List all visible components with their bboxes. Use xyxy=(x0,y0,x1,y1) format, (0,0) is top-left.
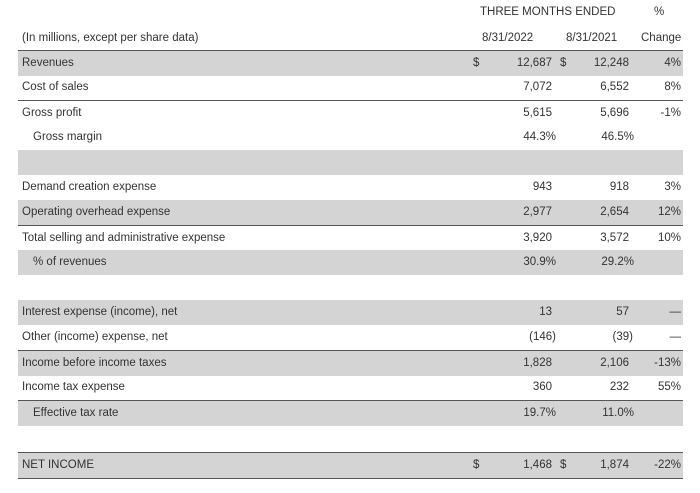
table-row-spacer xyxy=(18,425,683,450)
col-header-change: Change xyxy=(641,32,682,44)
table-row-income-tax-expense xyxy=(18,375,683,400)
value-2021: 29.2% xyxy=(601,256,634,268)
value-2022: 12,687 xyxy=(516,57,552,69)
value-2022: 7,072 xyxy=(523,81,552,93)
row-label: Total selling and administrative expense xyxy=(22,232,226,244)
value-2022: 5,615 xyxy=(523,107,552,119)
pct-change: 55% xyxy=(657,381,681,393)
row-label: Operating overhead expense xyxy=(22,206,171,218)
value-2022: 30.9% xyxy=(523,256,556,268)
pct-change: 12% xyxy=(657,206,681,218)
value-2022: 13 xyxy=(539,306,552,318)
pct-change: — xyxy=(669,306,681,318)
value-2022: 943 xyxy=(532,181,552,193)
table-row-income-before-taxes xyxy=(18,350,683,376)
row-label: Cost of sales xyxy=(22,81,89,93)
pct-change: 10% xyxy=(657,232,681,244)
table-row-spacer xyxy=(18,150,683,175)
value-2021: 1,874 xyxy=(600,459,629,471)
value-2021: 232 xyxy=(609,381,629,393)
value-2022: 360 xyxy=(532,381,552,393)
value-2021: 57 xyxy=(616,306,629,318)
table-row-pct-of-revenues xyxy=(18,250,683,275)
pct-change: 4% xyxy=(664,57,681,69)
value-2021: 2,106 xyxy=(600,357,629,369)
value-2022: 1,828 xyxy=(523,357,552,369)
value-2021: 6,552 xyxy=(600,81,629,93)
col-header-2022: 8/31/2022 xyxy=(482,32,534,44)
value-2022: 44.3% xyxy=(523,131,556,143)
value-2021: (39) xyxy=(612,331,633,343)
value-2022: 2,977 xyxy=(523,206,552,218)
row-label: % of revenues xyxy=(33,256,107,268)
col-header-2021: 8/31/2021 xyxy=(566,32,618,44)
row-label: NET INCOME xyxy=(22,459,94,471)
pct-header: % xyxy=(654,6,665,18)
dollar-sign: $ xyxy=(560,459,567,471)
row-label: Demand creation expense xyxy=(22,181,157,193)
value-2022: 19.7% xyxy=(523,407,556,419)
value-2021: 918 xyxy=(609,181,629,193)
row-label: Revenues xyxy=(22,57,74,69)
row-label: Effective tax rate xyxy=(33,407,119,419)
dollar-sign: $ xyxy=(473,459,480,471)
table-row-cost-of-sales xyxy=(18,75,683,100)
value-2021: 12,248 xyxy=(593,57,629,69)
pct-change: 3% xyxy=(664,181,681,193)
dollar-sign: $ xyxy=(473,57,480,69)
row-label: Gross margin xyxy=(33,131,103,143)
table-row-net-income xyxy=(18,452,683,479)
value-2022: 3,920 xyxy=(523,232,552,244)
row-label: Income before income taxes xyxy=(22,357,167,369)
pct-change: -1% xyxy=(660,107,681,119)
table-row-spacer xyxy=(18,275,683,300)
row-label: Interest expense (income), net xyxy=(22,306,178,318)
table-row-revenues xyxy=(18,50,683,76)
value-2021: 46.5% xyxy=(601,131,634,143)
value-2021: 11.0% xyxy=(602,407,634,419)
pct-change: -13% xyxy=(654,357,681,369)
value-2021: 3,572 xyxy=(600,232,629,244)
table-row-operating-overhead xyxy=(18,200,683,225)
row-label: Gross profit xyxy=(22,107,82,119)
row-label: Other (income) expense, net xyxy=(22,331,168,343)
pct-change: -22% xyxy=(654,459,681,471)
value-2022: 1,468 xyxy=(523,459,552,471)
table-row-gross-profit xyxy=(18,100,683,126)
units-note: (In millions, except per share data) xyxy=(22,32,199,44)
value-2022: (146) xyxy=(529,331,556,343)
value-2021: 5,696 xyxy=(600,107,629,119)
table-row-gross-margin xyxy=(18,125,683,150)
period-header: THREE MONTHS ENDED xyxy=(480,6,616,18)
pct-change: 8% xyxy=(664,81,681,93)
table-row-effective-tax-rate xyxy=(18,400,683,426)
row-label: Income tax expense xyxy=(22,381,125,393)
pct-change: — xyxy=(669,331,681,343)
table-row-interest-expense xyxy=(18,300,683,325)
table-row-total-sga xyxy=(18,225,683,251)
table-row-other-income-expense xyxy=(18,325,683,350)
table-row-demand-creation xyxy=(18,175,683,200)
dollar-sign: $ xyxy=(560,57,567,69)
value-2021: 2,654 xyxy=(600,206,629,218)
